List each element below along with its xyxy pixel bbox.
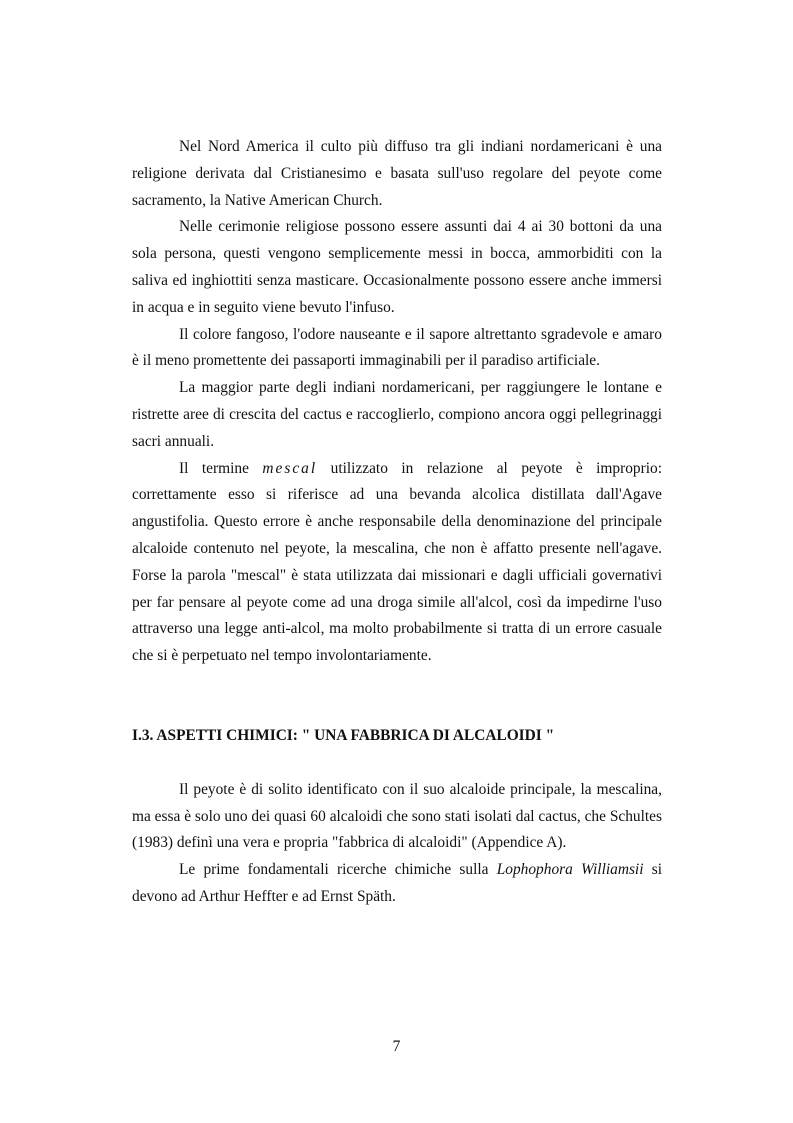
research-before: Le prime fondamentali ricerche chimiche sulla (179, 861, 497, 879)
species-name: Lophophora Williamsii (496, 861, 644, 879)
section-number: I.3. (132, 726, 154, 744)
mescal-after: utilizzato in relazione al peyote è improprio: correttamente esso si riferisce ad una bevanda alcolica distillata dall'Agave angustifolia. Questo errore è anche responsabile della denominazione del principale alcaloide contenuto nel peyote, la mescalina, che non è affatto presente nell'agave. Forse la parola "mescal" è stata utilizzata dai missionari e dagli ufficiali governativi per far pensare al peyote come ad una droga simile all'alcol, così da impedirne l'uso attraverso una legge anti-alcol, ma molto probabilmente si tratta di un errore casuale che si è perpetuato nel tempo involontariamente. (132, 459, 662, 665)
section-heading (132, 723, 662, 750)
page-body (132, 134, 662, 911)
paragraph-taste: Il colore fangoso, l'odore nauseante e il sapore altrettanto sgradevole e amaro è il meno promettente dei passaporti immaginabili per il paradiso artificiale. (132, 325, 662, 370)
paragraph-ceremonies: Nelle cerimonie religiose possono essere assunti dai 4 ai 30 bottoni da una sola persona, questi vengono semplicemente messi in bocca, ammorbiditi con la saliva ed inghiottiti senza masticare. Occasionalmente possono essere anche immersi in acqua e in seguito viene bevuto l'infuso. (132, 218, 662, 316)
mescal-term: mescal (262, 459, 318, 477)
paragraph-alkaloids: Il peyote è di solito identificato con il suo alcaloide principale, la mescalina, ma essa è solo uno dei quasi 60 alcaloidi che sono stati isolati dal cactus, che Schultes (1983) definì una vera e propria "fabbrica di alcaloidi" (Appendice A). (132, 780, 662, 852)
paragraph-research (132, 857, 662, 911)
page-number: 7 (392, 1038, 401, 1055)
paragraph-pilgrimages: La maggior parte degli indiani nordamericani, per raggiungere le lontane e ristrette aree di crescita del cactus e raccoglierlo, compiono ancora oggi pellegrinaggi sacri annuali. (132, 379, 662, 450)
paragraph-native-american-church: Nel Nord America il culto più diffuso tra gli indiani nordamericani è una religione derivata dal Cristianesimo e basata sull'uso regolare del peyote come sacramento, la Native American Church. (132, 138, 662, 209)
section-title: ASPETTI CHIMICI: " UNA FABBRICA DI ALCALOIDI " (153, 726, 555, 744)
mescal-before: Il termine (179, 459, 263, 477)
research-after: si devono ad Arthur Heffter e ad Ernst Späth. (132, 861, 662, 905)
paragraph-mescal-term (132, 456, 662, 670)
